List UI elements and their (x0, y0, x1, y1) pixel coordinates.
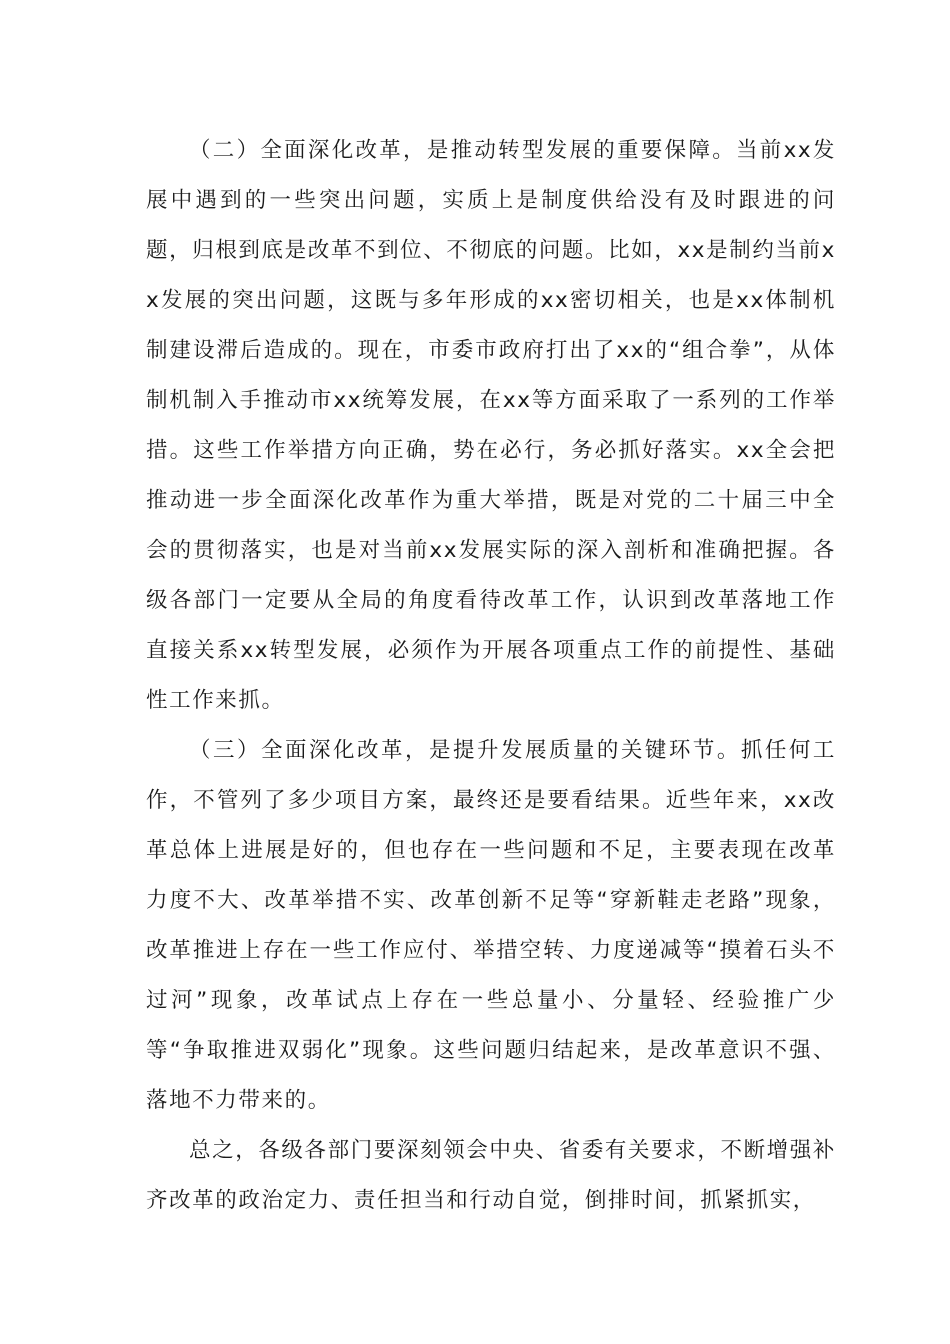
paragraph-conclusion: 总之，各级各部门要深刻领会中央、省委有关要求，不断增强补齐改革的政治定力、责任担当和行动自觉，倒排时间，抓紧抓实， (146, 1138, 836, 1213)
paragraph-section-two: （二）全面深化改革，是推动转型发展的重要保障。当前xx发展中遇到的一些突出问题，实质上是制度供给没有及时跟进的问题，归根到底是改革不到位、不彻底的问题。比如，xx是制约当前xx发展的突出问题，这既与多年形成的xx密切相关，也是xx体制机制建设滞后造成的。现在，市委市政府打出了xx的“组合拳”，从体制机制入手推动市xx统筹发展，在xx等方面采取了一系列的工作举措。这些工作举措方向正确，势在必行，务必抓好落实。xx全会把推动进一步全面深化改革作为重大举措，既是对党的二十届三中全会的贯彻落实，也是对当前xx发展实际的深入剖析和准确把握。各级各部门一定要从全局的角度看待改革工作，认识到改革落地工作直接关系xx转型发展，必须作为开展各项重点工作的前提性、基础性工作来抓。 (146, 138, 836, 713)
paragraph-section-three: （三）全面深化改革，是提升发展质量的关键环节。抓任何工作，不管列了多少项目方案，最终还是要看结果。近些年来，xx改革总体上进展是好的，但也存在一些问题和不足，主要表现在改革力度不大、改革举措不实、改革创新不足等“穿新鞋走老路”现象，改革推进上存在一些工作应付、举措空转、力度递减等“摸着石头不过河”现象，改革试点上存在一些总量小、分量轻、经验推广少等“争取推进双弱化”现象。这些问题归结起来，是改革意识不强、落地不力带来的。 (146, 738, 836, 1113)
document-body (146, 126, 836, 1226)
